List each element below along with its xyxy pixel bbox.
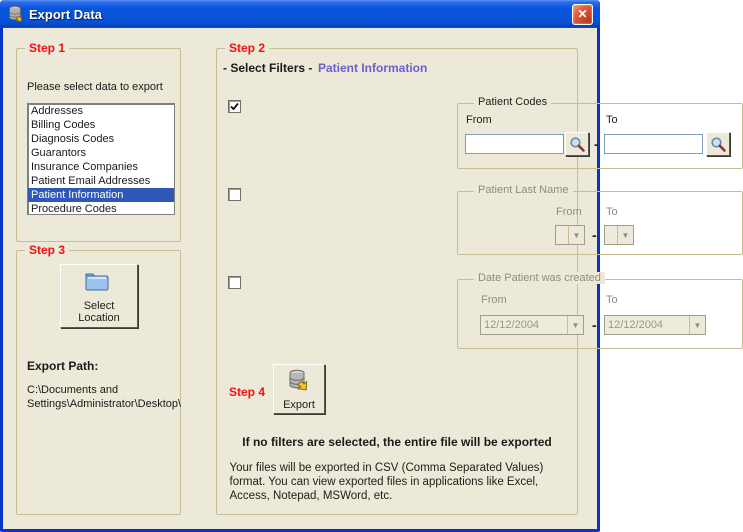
database-export-icon bbox=[286, 368, 312, 397]
step1-prompt: Please select data to export bbox=[27, 81, 163, 93]
folder-icon bbox=[83, 268, 115, 297]
patient-codes-groupbox bbox=[457, 96, 743, 169]
data-type-listbox[interactable] bbox=[27, 103, 175, 215]
step4-label: Step 4 bbox=[225, 385, 269, 399]
date-from-label: From bbox=[481, 294, 507, 306]
export-button-label: Export bbox=[283, 398, 315, 411]
step3-label: Step 3 bbox=[25, 243, 69, 257]
step1-label: Step 1 bbox=[25, 41, 69, 55]
csv-description: Your files will be exported in CSV (Comma Separated Values) format. You can view exported files in applications like Excel, Access, Notepad, MSWord, etc. bbox=[229, 462, 544, 502]
patient-last-name-checkbox[interactable] bbox=[228, 188, 241, 201]
patient-last-name-groupbox bbox=[457, 184, 743, 255]
date-to-value: 12/12/2004 bbox=[608, 319, 664, 331]
magnifier-icon bbox=[710, 136, 727, 153]
list-item[interactable]: Patient Information bbox=[28, 188, 174, 202]
window-title: Export Data bbox=[29, 6, 102, 22]
patient-codes-from-input[interactable] bbox=[465, 134, 564, 154]
chevron-down-icon: ▼ bbox=[689, 316, 705, 334]
list-item[interactable]: Billing Codes bbox=[31, 119, 96, 131]
select-location-label: Select Location bbox=[78, 300, 120, 324]
chevron-down-icon: ▼ bbox=[617, 226, 633, 244]
last-name-range-dash: - bbox=[592, 227, 597, 243]
chevron-down-icon: ▼ bbox=[567, 316, 583, 334]
select-filters-label: - Select Filters - bbox=[223, 61, 313, 75]
date-created-groupbox bbox=[457, 272, 743, 349]
list-item[interactable]: Patient Email Addresses bbox=[31, 175, 151, 187]
database-export-icon bbox=[7, 5, 25, 23]
patient-last-name-title: Patient Last Name bbox=[474, 184, 573, 196]
date-to-combo[interactable] bbox=[604, 315, 706, 335]
export-path-value: C:\Documents and Settings\Administrator\Desktop\ bbox=[27, 384, 182, 410]
check-icon bbox=[229, 101, 240, 112]
close-button[interactable] bbox=[572, 4, 593, 25]
export-path-label: Export Path: bbox=[27, 359, 99, 373]
patient-codes-from-label: From bbox=[466, 114, 492, 126]
list-item[interactable]: Procedure Codes bbox=[31, 203, 117, 215]
patient-codes-range-dash: - bbox=[594, 136, 599, 152]
list-item[interactable]: Diagnosis Codes bbox=[31, 133, 115, 145]
step3-groupbox bbox=[16, 243, 182, 515]
patient-codes-from-search-button[interactable] bbox=[565, 132, 589, 156]
last-name-from-combo[interactable] bbox=[555, 225, 585, 245]
close-icon: ✕ bbox=[577, 7, 588, 21]
last-name-from-label: From bbox=[556, 206, 582, 218]
date-to-label: To bbox=[606, 294, 618, 306]
date-created-checkbox[interactable] bbox=[228, 276, 241, 289]
list-item[interactable]: Insurance Companies bbox=[31, 161, 139, 173]
magnifier-icon bbox=[569, 136, 586, 153]
titlebar[interactable] bbox=[0, 0, 600, 28]
date-range-dash: - bbox=[592, 317, 597, 333]
patient-codes-to-search-button[interactable] bbox=[706, 132, 730, 156]
selected-data-type: Patient Information bbox=[318, 61, 428, 75]
date-created-title: Date Patient was created bbox=[474, 272, 605, 284]
last-name-to-combo[interactable] bbox=[604, 225, 634, 245]
patient-codes-title: Patient Codes bbox=[474, 96, 551, 108]
step2-label: Step 2 bbox=[225, 41, 269, 55]
date-from-combo[interactable] bbox=[480, 315, 584, 335]
date-from-value: 12/12/2004 bbox=[484, 319, 540, 331]
no-filters-note: If no filters are selected, the entire file will be exported bbox=[242, 435, 552, 449]
step2-groupbox bbox=[216, 41, 702, 515]
patient-codes-checkbox[interactable] bbox=[228, 100, 241, 113]
patient-codes-to-input[interactable] bbox=[604, 134, 703, 154]
list-item[interactable]: Guarantors bbox=[31, 147, 87, 159]
select-location-button[interactable] bbox=[60, 264, 138, 328]
list-item[interactable]: Addresses bbox=[31, 105, 83, 117]
chevron-down-icon: ▼ bbox=[568, 226, 584, 244]
patient-codes-to-label: To bbox=[606, 114, 618, 126]
dialog-body bbox=[3, 28, 702, 529]
export-button[interactable] bbox=[273, 364, 325, 414]
last-name-to-label: To bbox=[606, 206, 618, 218]
step1-groupbox bbox=[16, 41, 181, 242]
